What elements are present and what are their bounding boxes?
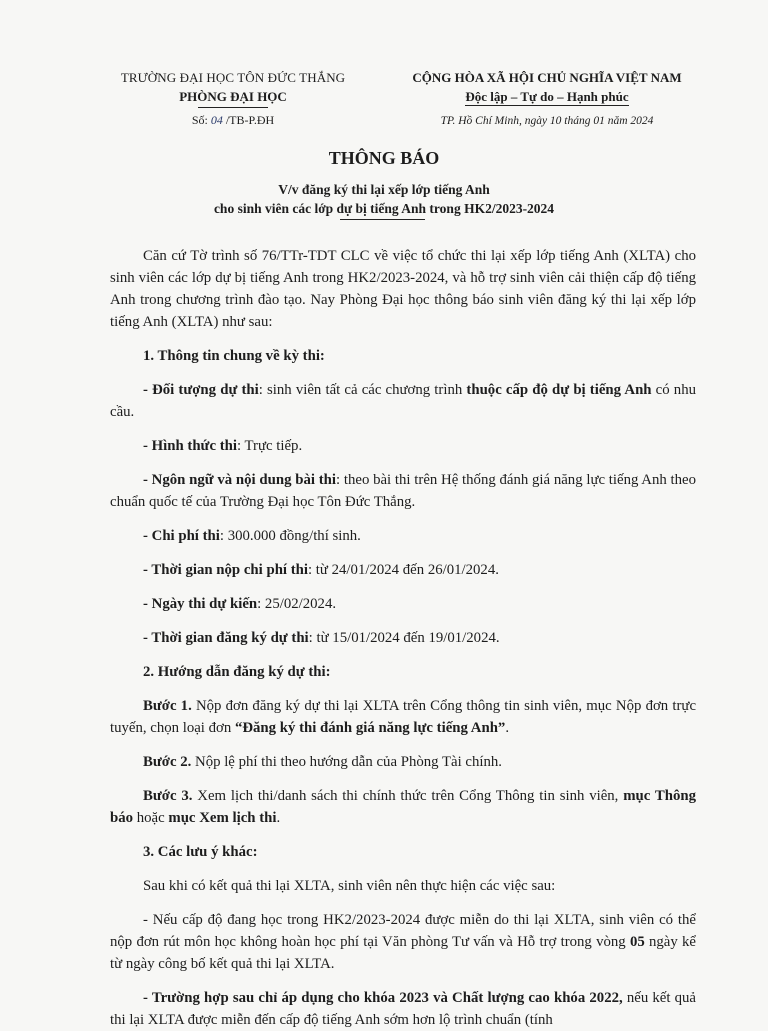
- item-text: : từ 24/01/2024 đến 26/01/2024.: [308, 562, 499, 578]
- document-number: [98, 111, 368, 130]
- step-emphasis: “Đăng ký thi đánh giá năng lực tiếng Anh”: [234, 720, 506, 736]
- item-label: - Hình thức thi: [143, 438, 237, 454]
- intro-paragraph: Căn cứ Tờ trình số 76/TTr-TDT CLC về việc tổ chức thi lại xếp lớp tiếng Anh (XLTA) cho sinh viên các lớp dự bị tiếng Anh trong HK2/2023-2024, và hỗ trợ sinh viên cải thiện cấp độ tiếng Anh trong chương trình đào tạo. Nay Phòng Đại học thông báo sinh viên đăng ký thi lại xếp lớp tiếng Anh (XLTA) như sau:: [110, 248, 696, 330]
- document-number-suffix: /TB-P.ĐH: [225, 113, 275, 127]
- national-header: [388, 68, 706, 131]
- step-label: Bước 2.: [143, 754, 192, 770]
- item-hinh-thuc: [110, 435, 696, 457]
- subtitle-underline: [340, 219, 425, 220]
- step-text: Xem lịch thi/danh sách thi chính thức trên Cổng Thông tin sinh viên,: [192, 788, 624, 804]
- section-1-heading: 1. Thông tin chung về kỳ thi:: [143, 348, 325, 364]
- item-label: - Chi phí thi: [143, 528, 220, 544]
- national-motto: Độc lập – Tự do – Hạnh phúc: [465, 89, 629, 104]
- item-text: : theo bài thi trên Hệ thống đánh giá năng lực tiếng Anh theo chuẩn quốc tế của Trường Đại học Tôn Đức Thắng.: [110, 472, 697, 510]
- item-dang-ky: [110, 627, 696, 649]
- item-emphasis: thuộc cấp độ dự bị tiếng Anh: [466, 382, 652, 398]
- step-label: Bước 1.: [143, 698, 192, 714]
- step-text: Nộp đơn đăng ký dự thi lại XLTA trên Cổng thông tin sinh viên, mục Nộp đơn trực tuyến, chọn loại đơn: [110, 698, 697, 736]
- section-3-heading: 3. Các lưu ý khác:: [143, 844, 258, 860]
- item-text: : Trực tiếp.: [236, 438, 303, 454]
- item-text: : 300.000 đồng/thí sinh.: [219, 528, 361, 544]
- item-label: - Ngày thi dự kiến: [143, 596, 258, 612]
- item-label: - Thời gian nộp chi phí thi: [143, 562, 308, 578]
- item-text: : 25/02/2024.: [257, 596, 337, 612]
- note-text: ngày kể từ ngày công bố kết quả thi lại XLTA.: [110, 934, 696, 972]
- document-number-label: Số:: [191, 113, 208, 127]
- step-text: Nộp lệ phí thi theo hướng dẫn của Phòng Tài chính.: [191, 754, 502, 770]
- university-name: TRƯỜNG ĐẠI HỌC TÔN ĐỨC THẮNG: [120, 70, 346, 85]
- document-subtitle-1: V/v đăng ký thi lại xếp lớp tiếng Anh: [278, 182, 490, 197]
- note-text: nếu kết quả thi lại XLTA được miễn đến cấp độ tiếng Anh sớm hơn lộ trình chuẩn (tính: [110, 990, 696, 1028]
- note-text: - Nếu cấp độ đang học trong HK2/2023-2024 được miễn do thi lại XLTA, sinh viên có thể nộp đơn rút môn học không hoàn học phí tại Văn phòng Tư vấn và Hỗ trợ trong vòng: [110, 912, 696, 950]
- item-ngay-thi: [110, 593, 696, 615]
- note-1: [110, 909, 696, 975]
- step-emphasis: mục Xem lịch thi: [168, 810, 277, 826]
- item-text: có nhu cầu.: [110, 382, 696, 420]
- issuer-block: [98, 68, 368, 130]
- step-label: Bước 3.: [143, 788, 193, 804]
- note-emphasis: - Trường hợp sau chỉ áp dụng cho khóa 2023 và Chất lượng cao khóa 2022,: [143, 990, 623, 1006]
- note-emphasis: 05: [629, 934, 645, 950]
- document-body: [110, 245, 696, 1031]
- step-3: [110, 785, 696, 829]
- item-text: : sinh viên tất cả các chương trình: [258, 382, 467, 398]
- document-title: THÔNG BÁO: [328, 148, 440, 168]
- item-label: - Đối tượng dự thi: [143, 382, 259, 398]
- note-2: [110, 987, 696, 1031]
- section-2-heading: 2. Hướng dẫn đăng ký dự thi:: [143, 664, 331, 680]
- item-doi-tuong: [110, 379, 696, 423]
- step-emphasis: mục Thông báo: [110, 788, 696, 826]
- document-subtitle-2: cho sinh viên các lớp dự bị tiếng Anh trong HK2/2023-2024: [213, 201, 555, 216]
- issue-date: TP. Hồ Chí Minh, ngày 10 tháng 01 năm 2024: [440, 115, 654, 127]
- step-text: .: [276, 810, 281, 826]
- item-label: - Thời gian đăng ký dự thi: [143, 630, 309, 646]
- notes-intro: Sau khi có kết quả thi lại XLTA, sinh viên nên thực hiện các việc sau:: [143, 878, 556, 894]
- item-label: - Ngôn ngữ và nội dung bài thi: [143, 472, 337, 488]
- department-underline: [198, 107, 268, 108]
- item-ngon-ngu: [110, 469, 696, 513]
- step-text: hoặc: [133, 810, 169, 826]
- document-number-value: 04: [210, 113, 223, 127]
- department-name: PHÒNG ĐẠI HỌC: [179, 89, 287, 104]
- step-2: [110, 751, 696, 773]
- step-text: .: [505, 720, 510, 736]
- item-nop-phi: [110, 559, 696, 581]
- country-name: CỘNG HÒA XÃ HỘI CHỦ NGHĨA VIỆT NAM: [412, 70, 682, 85]
- step-1: [110, 695, 696, 739]
- item-text: : từ 15/01/2024 đến 19/01/2024.: [308, 630, 500, 646]
- item-chi-phi: [110, 525, 696, 547]
